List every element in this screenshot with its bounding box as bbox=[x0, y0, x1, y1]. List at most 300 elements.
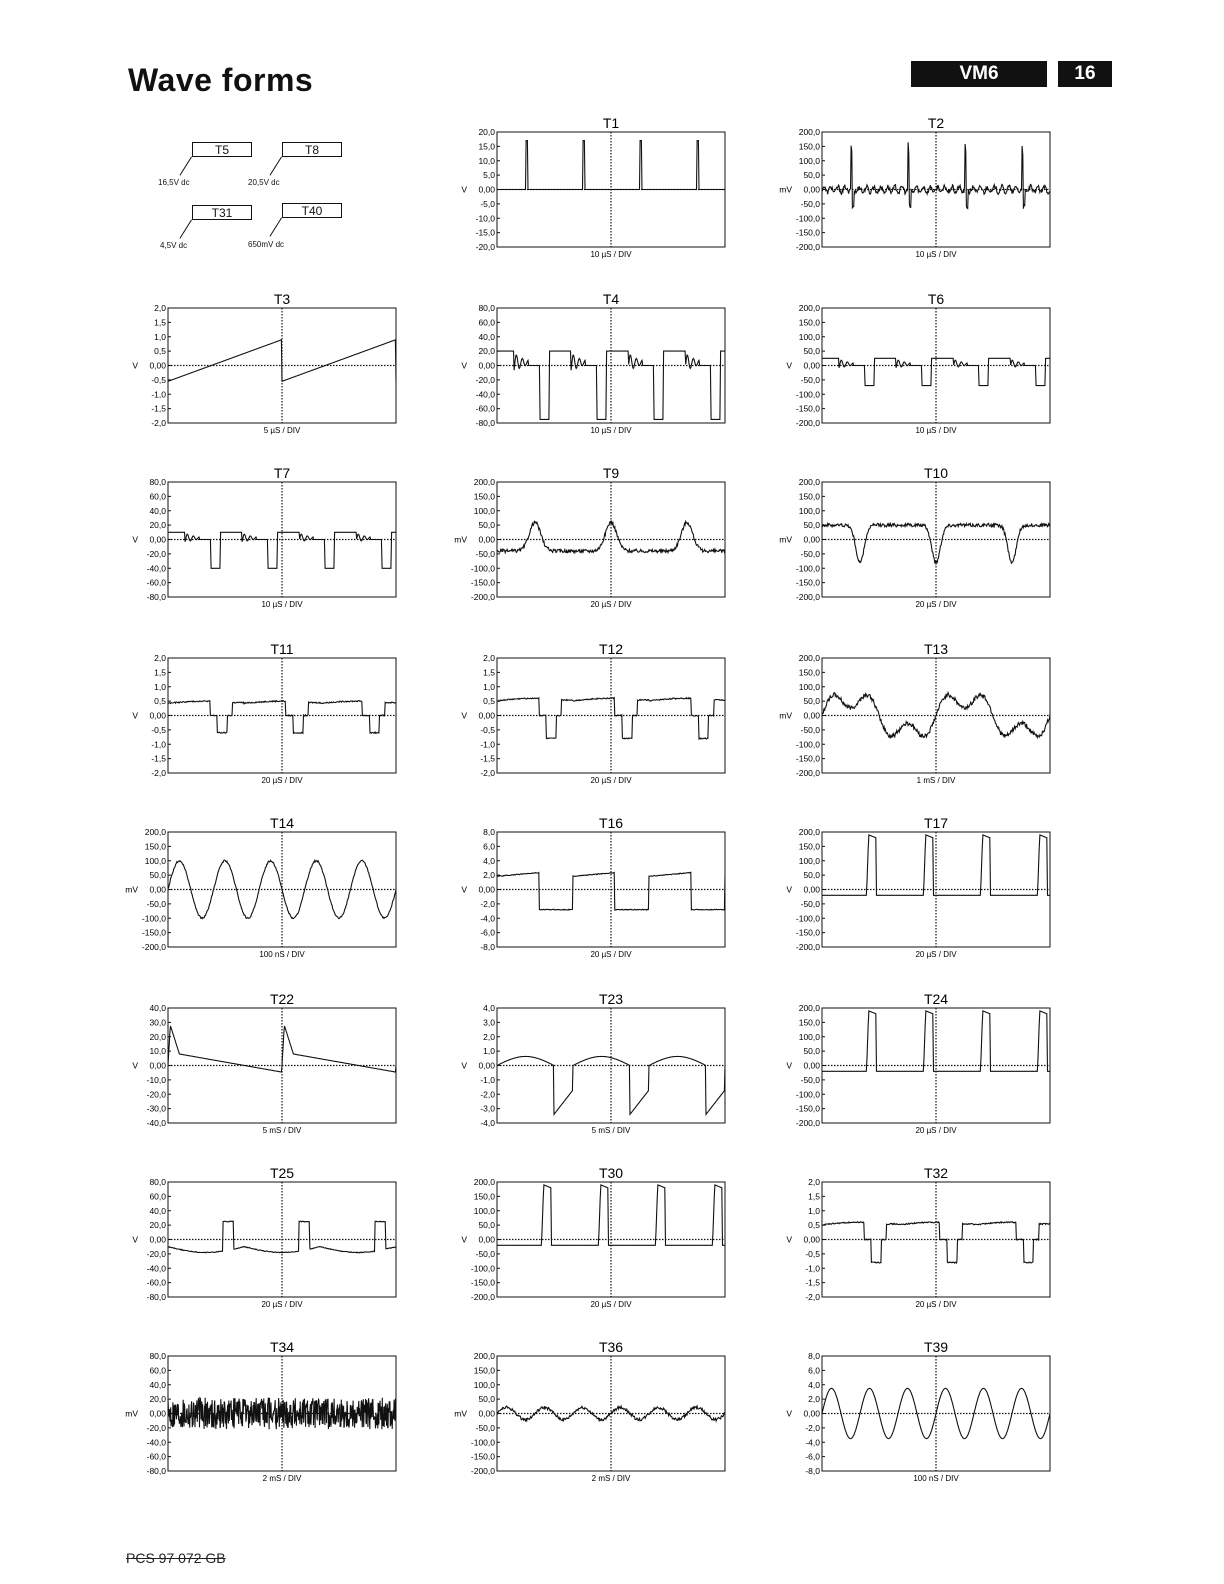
y-tick-label: 10,0 bbox=[149, 1046, 166, 1057]
y-tick-label: 2,0 bbox=[154, 303, 166, 313]
chart-t4 bbox=[461, 291, 725, 435]
legend-label-t5: T5 bbox=[192, 142, 252, 157]
y-tick-label: 0,00 bbox=[478, 184, 495, 195]
page-number-badge: 16 bbox=[1058, 61, 1112, 87]
y-tick-label: 20,0 bbox=[149, 1031, 166, 1042]
y-tick-label: -80,0 bbox=[146, 592, 166, 602]
y-tick-label: 2,0 bbox=[483, 653, 495, 663]
y-tick-label: 1,5 bbox=[483, 667, 495, 678]
chart-title: T25 bbox=[269, 1165, 295, 1181]
y-tick-label: 4,0 bbox=[483, 1003, 495, 1013]
y-tick-label: 0,00 bbox=[478, 534, 495, 545]
y-tick-label: -50,0 bbox=[800, 374, 820, 385]
y-unit-label: mV bbox=[779, 534, 792, 545]
y-tick-label: -20,0 bbox=[146, 1422, 166, 1433]
y-tick-label: 150,0 bbox=[798, 317, 820, 328]
chart-title: T6 bbox=[927, 291, 945, 307]
y-tick-label: 60,0 bbox=[149, 1365, 166, 1376]
y-tick-label: 150,0 bbox=[473, 1191, 495, 1202]
legend-voltage-t31: 4,5V dc bbox=[160, 241, 188, 250]
y-unit-label: mV bbox=[779, 710, 792, 721]
y-tick-label: -6,0 bbox=[805, 1451, 820, 1462]
y-tick-label: -2,0 bbox=[805, 1422, 820, 1433]
y-tick-label: -4,0 bbox=[480, 1118, 495, 1128]
chart-title: T12 bbox=[598, 641, 624, 657]
y-tick-label: 0,00 bbox=[149, 1060, 166, 1071]
chart-title: T36 bbox=[598, 1339, 624, 1355]
y-tick-label: 200,0 bbox=[473, 477, 495, 487]
chart-t23 bbox=[461, 991, 725, 1135]
y-tick-label: -40,0 bbox=[146, 563, 166, 574]
y-tick-label: 0,00 bbox=[803, 360, 820, 371]
y-tick-label: 1,5 bbox=[808, 1191, 820, 1202]
y-tick-label: -200,0 bbox=[795, 242, 820, 252]
legend-label-t8: T8 bbox=[282, 142, 342, 157]
x-axis-label: 20 µS / DIV bbox=[590, 600, 632, 609]
y-tick-label: 10,0 bbox=[478, 155, 495, 166]
y-tick-label: -0,5 bbox=[480, 724, 495, 735]
y-tick-label: 1,5 bbox=[154, 667, 166, 678]
y-tick-label: 150,0 bbox=[798, 667, 820, 678]
chart-t13 bbox=[779, 641, 1050, 785]
y-tick-label: -1,5 bbox=[151, 403, 166, 414]
y-tick-label: 200,0 bbox=[144, 827, 166, 837]
y-tick-label: 0,00 bbox=[803, 534, 820, 545]
y-tick-label: -2,0 bbox=[480, 1089, 495, 1100]
y-tick-label: 50,0 bbox=[803, 346, 820, 357]
chart-title: T4 bbox=[602, 291, 620, 307]
chart-t2 bbox=[779, 115, 1050, 259]
y-tick-label: 50,0 bbox=[149, 870, 166, 881]
waveform-trace bbox=[497, 351, 725, 419]
y-tick-label: 4,0 bbox=[808, 1379, 820, 1390]
chart-title: T7 bbox=[273, 465, 291, 481]
x-axis-label: 2 mS / DIV bbox=[591, 1474, 631, 1483]
y-tick-label: -200,0 bbox=[795, 418, 820, 428]
y-tick-label: -10,0 bbox=[146, 1074, 166, 1085]
page-title: Wave forms bbox=[128, 62, 314, 98]
x-axis-label: 10 µS / DIV bbox=[590, 250, 632, 259]
y-tick-label: -150,0 bbox=[795, 1103, 820, 1114]
y-tick-label: 0,00 bbox=[478, 1060, 495, 1071]
chart-t6 bbox=[786, 291, 1050, 435]
y-tick-label: 100,0 bbox=[473, 505, 495, 516]
chart-t16 bbox=[461, 815, 725, 959]
y-tick-label: -200,0 bbox=[141, 942, 166, 952]
model-badge: VM6 bbox=[911, 61, 1047, 87]
y-tick-label: -80,0 bbox=[146, 1292, 166, 1302]
legend-voltage-t8: 20,5V dc bbox=[248, 178, 280, 187]
y-tick-label: 20,0 bbox=[149, 520, 166, 531]
y-tick-label: 2,0 bbox=[808, 1394, 820, 1405]
y-tick-label: 2,0 bbox=[808, 1177, 820, 1187]
y-tick-label: 0,5 bbox=[808, 1220, 820, 1231]
y-tick-label: 150,0 bbox=[473, 1365, 495, 1376]
y-tick-label: 0,5 bbox=[154, 346, 166, 357]
y-tick-label: 100,0 bbox=[798, 1031, 820, 1042]
chart-title: T1 bbox=[602, 115, 620, 131]
y-tick-label: 6,0 bbox=[483, 841, 495, 852]
chart-title: T2 bbox=[927, 115, 945, 131]
chart-title: T3 bbox=[273, 291, 291, 307]
y-tick-label: -2,0 bbox=[480, 898, 495, 909]
y-tick-label: -2,0 bbox=[151, 768, 166, 778]
y-tick-label: 40,0 bbox=[149, 1003, 166, 1013]
y-unit-label: V bbox=[786, 1234, 792, 1245]
y-tick-label: -2,0 bbox=[805, 1292, 820, 1302]
y-tick-label: 50,0 bbox=[803, 1046, 820, 1057]
chart-t39 bbox=[786, 1339, 1050, 1483]
chart-title: T39 bbox=[923, 1339, 949, 1355]
y-tick-label: 0,00 bbox=[149, 884, 166, 895]
y-tick-label: 0,5 bbox=[154, 696, 166, 707]
y-tick-label: -50,0 bbox=[800, 198, 820, 209]
x-axis-label: 10 µS / DIV bbox=[590, 426, 632, 435]
y-tick-label: 100,0 bbox=[798, 855, 820, 866]
y-tick-label: -100,0 bbox=[795, 213, 820, 224]
y-tick-label: -2,0 bbox=[480, 768, 495, 778]
y-tick-label: 100,0 bbox=[798, 681, 820, 692]
y-tick-label: 100,0 bbox=[473, 1205, 495, 1216]
x-axis-label: 10 µS / DIV bbox=[915, 426, 957, 435]
y-tick-label: -15,0 bbox=[475, 227, 495, 238]
y-unit-label: mV bbox=[125, 1408, 138, 1419]
y-tick-label: -20,0 bbox=[146, 1248, 166, 1259]
chart-t24 bbox=[786, 991, 1050, 1135]
y-tick-label: -100,0 bbox=[470, 563, 495, 574]
y-tick-label: -150,0 bbox=[470, 1451, 495, 1462]
x-axis-label: 20 µS / DIV bbox=[590, 950, 632, 959]
chart-title: T13 bbox=[923, 641, 949, 657]
y-tick-label: 3,0 bbox=[483, 1017, 495, 1028]
y-unit-label: V bbox=[786, 884, 792, 895]
y-tick-label: 200,0 bbox=[798, 303, 820, 313]
y-tick-label: 0,00 bbox=[803, 884, 820, 895]
y-tick-label: 0,00 bbox=[803, 710, 820, 721]
y-tick-label: -20,0 bbox=[146, 1089, 166, 1100]
y-tick-label: 50,0 bbox=[803, 870, 820, 881]
chart-t32 bbox=[786, 1165, 1050, 1309]
y-tick-label: 150,0 bbox=[798, 141, 820, 152]
chart-title: T14 bbox=[269, 815, 295, 831]
y-tick-label: -50,0 bbox=[146, 898, 166, 909]
y-tick-label: 15,0 bbox=[478, 141, 495, 152]
y-tick-label: 150,0 bbox=[798, 1017, 820, 1028]
y-unit-label: mV bbox=[779, 184, 792, 195]
y-unit-label: V bbox=[461, 184, 467, 195]
y-tick-label: 0,00 bbox=[149, 534, 166, 545]
y-tick-label: 200,0 bbox=[473, 1177, 495, 1187]
y-tick-label: -150,0 bbox=[795, 577, 820, 588]
legend-voltage-t40: 650mV dc bbox=[248, 240, 285, 249]
y-tick-label: -200,0 bbox=[795, 768, 820, 778]
y-tick-label: 8,0 bbox=[483, 827, 495, 837]
y-tick-label: 40,0 bbox=[478, 331, 495, 342]
y-unit-label: V bbox=[786, 1408, 792, 1419]
y-tick-label: -40,0 bbox=[146, 1437, 166, 1448]
y-tick-label: -1,0 bbox=[151, 389, 166, 400]
y-tick-label: 60,0 bbox=[478, 317, 495, 328]
chart-title: T30 bbox=[598, 1165, 624, 1181]
y-tick-label: 150,0 bbox=[798, 491, 820, 502]
footer-code: PCS 97 072 GB bbox=[126, 1550, 226, 1566]
x-axis-label: 1 mS / DIV bbox=[916, 776, 956, 785]
y-unit-label: V bbox=[461, 360, 467, 371]
y-tick-label: -20,0 bbox=[475, 374, 495, 385]
y-tick-label: 50,0 bbox=[803, 520, 820, 531]
y-tick-label: 0,00 bbox=[478, 884, 495, 895]
y-tick-label: 0,00 bbox=[149, 1234, 166, 1245]
y-tick-label: 40,0 bbox=[149, 1379, 166, 1390]
y-tick-label: -1,5 bbox=[805, 1277, 820, 1288]
y-unit-label: V bbox=[461, 1060, 467, 1071]
y-tick-label: -60,0 bbox=[146, 577, 166, 588]
y-tick-label: -10,0 bbox=[475, 213, 495, 224]
y-tick-label: -100,0 bbox=[470, 1263, 495, 1274]
y-tick-label: 0,00 bbox=[149, 1408, 166, 1419]
x-axis-label: 20 µS / DIV bbox=[261, 776, 303, 785]
waveform-trace bbox=[168, 532, 396, 568]
y-unit-label: V bbox=[132, 360, 138, 371]
y-tick-label: 200,0 bbox=[798, 653, 820, 663]
chart-title: T22 bbox=[269, 991, 295, 1007]
y-tick-label: 20,0 bbox=[149, 1394, 166, 1405]
y-tick-label: 200,0 bbox=[798, 827, 820, 837]
y-tick-label: 0,00 bbox=[803, 1060, 820, 1071]
y-tick-label: -1,5 bbox=[480, 753, 495, 764]
chart-title: T34 bbox=[269, 1339, 295, 1355]
y-tick-label: 50,0 bbox=[803, 170, 820, 181]
y-tick-label: -20,0 bbox=[475, 242, 495, 252]
y-tick-label: 0,00 bbox=[149, 710, 166, 721]
y-tick-label: 1,0 bbox=[154, 331, 166, 342]
y-tick-label: -100,0 bbox=[141, 913, 166, 924]
chart-t7 bbox=[132, 465, 396, 609]
y-tick-label: 100,0 bbox=[798, 505, 820, 516]
x-axis-label: 100 nS / DIV bbox=[913, 1474, 959, 1483]
y-tick-label: -30,0 bbox=[146, 1103, 166, 1114]
y-tick-label: -1,5 bbox=[151, 753, 166, 764]
y-tick-label: -0,5 bbox=[151, 724, 166, 735]
chart-t1 bbox=[461, 115, 725, 259]
y-tick-label: 0,00 bbox=[478, 1408, 495, 1419]
y-tick-label: -3,0 bbox=[480, 1103, 495, 1114]
y-tick-label: 60,0 bbox=[149, 1191, 166, 1202]
y-tick-label: -1,0 bbox=[151, 739, 166, 750]
y-tick-label: 200,0 bbox=[473, 1351, 495, 1361]
y-tick-label: -150,0 bbox=[470, 1277, 495, 1288]
y-tick-label: 100,0 bbox=[798, 331, 820, 342]
y-tick-label: 50,0 bbox=[803, 696, 820, 707]
legend-voltage-t5: 16,5V dc bbox=[158, 178, 190, 187]
x-axis-label: 5 µS / DIV bbox=[263, 426, 301, 435]
y-tick-label: -2,0 bbox=[151, 418, 166, 428]
y-unit-label: V bbox=[461, 1234, 467, 1245]
x-axis-label: 5 mS / DIV bbox=[591, 1126, 631, 1135]
y-tick-label: 2,0 bbox=[154, 653, 166, 663]
x-axis-label: 20 µS / DIV bbox=[915, 1126, 957, 1135]
y-tick-label: -1,0 bbox=[480, 739, 495, 750]
y-tick-label: -200,0 bbox=[470, 592, 495, 602]
y-tick-label: -150,0 bbox=[141, 927, 166, 938]
y-unit-label: V bbox=[461, 710, 467, 721]
y-tick-label: -6,0 bbox=[480, 927, 495, 938]
y-tick-label: -50,0 bbox=[800, 898, 820, 909]
y-tick-label: 0,00 bbox=[803, 184, 820, 195]
y-tick-label: -20,0 bbox=[146, 548, 166, 559]
y-tick-label: 150,0 bbox=[798, 841, 820, 852]
chart-t14 bbox=[125, 815, 396, 959]
y-tick-label: 1,0 bbox=[154, 681, 166, 692]
y-tick-label: -4,0 bbox=[480, 913, 495, 924]
y-tick-label: 60,0 bbox=[149, 491, 166, 502]
chart-t12 bbox=[461, 641, 725, 785]
chart-title: T24 bbox=[923, 991, 949, 1007]
y-tick-label: -60,0 bbox=[146, 1277, 166, 1288]
y-tick-label: -50,0 bbox=[475, 1248, 495, 1259]
y-tick-label: -100,0 bbox=[795, 563, 820, 574]
chart-title: T23 bbox=[598, 991, 624, 1007]
legend-label-t40: T40 bbox=[282, 203, 342, 218]
y-tick-label: 0,00 bbox=[478, 360, 495, 371]
chart-t30 bbox=[461, 1165, 725, 1309]
y-tick-label: 5,0 bbox=[483, 170, 495, 181]
y-tick-label: -150,0 bbox=[795, 403, 820, 414]
y-tick-label: 150,0 bbox=[144, 841, 166, 852]
y-tick-label: 80,0 bbox=[478, 303, 495, 313]
x-axis-label: 20 µS / DIV bbox=[590, 776, 632, 785]
y-unit-label: mV bbox=[454, 1408, 467, 1419]
y-tick-label: 100,0 bbox=[798, 155, 820, 166]
y-tick-label: 200,0 bbox=[798, 1003, 820, 1013]
y-tick-label: 20,0 bbox=[478, 127, 495, 137]
y-tick-label: -150,0 bbox=[795, 753, 820, 764]
y-tick-label: 8,0 bbox=[808, 1351, 820, 1361]
y-tick-label: -150,0 bbox=[795, 227, 820, 238]
waveform-trace bbox=[168, 340, 396, 381]
y-tick-label: -150,0 bbox=[795, 927, 820, 938]
y-tick-label: 1,5 bbox=[154, 317, 166, 328]
y-unit-label: V bbox=[461, 884, 467, 895]
x-axis-label: 20 µS / DIV bbox=[915, 600, 957, 609]
y-tick-label: -50,0 bbox=[800, 548, 820, 559]
y-unit-label: V bbox=[786, 1060, 792, 1071]
y-tick-label: 0,00 bbox=[803, 1408, 820, 1419]
y-tick-label: 100,0 bbox=[473, 1379, 495, 1390]
y-tick-label: -60,0 bbox=[146, 1451, 166, 1462]
y-tick-label: 2,0 bbox=[483, 870, 495, 881]
y-tick-label: 2,0 bbox=[483, 1031, 495, 1042]
y-tick-label: 200,0 bbox=[798, 127, 820, 137]
y-unit-label: mV bbox=[125, 884, 138, 895]
y-tick-label: 0,00 bbox=[478, 1234, 495, 1245]
y-tick-label: -100,0 bbox=[795, 913, 820, 924]
y-unit-label: V bbox=[132, 1234, 138, 1245]
chart-title: T17 bbox=[923, 815, 949, 831]
y-tick-label: -80,0 bbox=[146, 1466, 166, 1476]
y-tick-label: -1,0 bbox=[805, 1263, 820, 1274]
x-axis-label: 20 µS / DIV bbox=[590, 1300, 632, 1309]
chart-title: T11 bbox=[270, 641, 294, 657]
y-tick-label: -40,0 bbox=[146, 1263, 166, 1274]
y-tick-label: 0,00 bbox=[149, 360, 166, 371]
x-axis-label: 20 µS / DIV bbox=[261, 1300, 303, 1309]
y-tick-label: -0,5 bbox=[151, 374, 166, 385]
y-tick-label: -100,0 bbox=[795, 739, 820, 750]
y-tick-label: -200,0 bbox=[795, 1118, 820, 1128]
y-tick-label: -200,0 bbox=[470, 1466, 495, 1476]
y-tick-label: 150,0 bbox=[473, 491, 495, 502]
chart-t11 bbox=[132, 641, 396, 785]
y-tick-label: -50,0 bbox=[475, 1422, 495, 1433]
chart-title: T16 bbox=[598, 815, 624, 831]
y-tick-label: -50,0 bbox=[475, 548, 495, 559]
chart-t3 bbox=[132, 291, 396, 435]
y-tick-label: -50,0 bbox=[800, 1074, 820, 1085]
x-axis-label: 5 mS / DIV bbox=[262, 1126, 302, 1135]
y-tick-label: 40,0 bbox=[149, 505, 166, 516]
y-tick-label: -60,0 bbox=[475, 403, 495, 414]
y-tick-label: -5,0 bbox=[480, 198, 495, 209]
y-tick-label: -100,0 bbox=[795, 1089, 820, 1100]
y-tick-label: -200,0 bbox=[795, 592, 820, 602]
y-tick-label: -200,0 bbox=[795, 942, 820, 952]
y-tick-label: -8,0 bbox=[480, 942, 495, 952]
y-tick-label: 50,0 bbox=[478, 520, 495, 531]
y-tick-label: 100,0 bbox=[144, 855, 166, 866]
y-tick-label: 0,5 bbox=[483, 696, 495, 707]
y-tick-label: 6,0 bbox=[808, 1365, 820, 1376]
legend-label-t31: T31 bbox=[192, 205, 252, 220]
y-tick-label: 80,0 bbox=[149, 1177, 166, 1187]
y-unit-label: V bbox=[132, 710, 138, 721]
x-axis-label: 10 µS / DIV bbox=[261, 600, 303, 609]
x-axis-label: 2 mS / DIV bbox=[262, 1474, 302, 1483]
y-tick-label: -80,0 bbox=[475, 418, 495, 428]
y-tick-label: 4,0 bbox=[483, 855, 495, 866]
y-unit-label: mV bbox=[454, 534, 467, 545]
chart-t17 bbox=[786, 815, 1050, 959]
chart-t9 bbox=[454, 465, 725, 609]
chart-t25 bbox=[132, 1165, 396, 1309]
y-tick-label: 40,0 bbox=[149, 1205, 166, 1216]
chart-t22 bbox=[132, 991, 396, 1135]
y-tick-label: -100,0 bbox=[470, 1437, 495, 1448]
y-tick-label: 200,0 bbox=[798, 477, 820, 487]
y-tick-label: 1,0 bbox=[808, 1205, 820, 1216]
y-tick-label: -4,0 bbox=[805, 1437, 820, 1448]
y-tick-label: 80,0 bbox=[149, 477, 166, 487]
y-tick-label: 0,00 bbox=[803, 1234, 820, 1245]
x-axis-label: 20 µS / DIV bbox=[915, 1300, 957, 1309]
y-tick-label: -40,0 bbox=[146, 1118, 166, 1128]
y-tick-label: 30,0 bbox=[149, 1017, 166, 1028]
y-tick-label: 50,0 bbox=[478, 1220, 495, 1231]
y-unit-label: V bbox=[132, 1060, 138, 1071]
chart-t34 bbox=[125, 1339, 396, 1483]
y-tick-label: -150,0 bbox=[470, 577, 495, 588]
y-tick-label: 1,0 bbox=[483, 1046, 495, 1057]
y-tick-label: -50,0 bbox=[800, 724, 820, 735]
y-tick-label: -0,5 bbox=[805, 1248, 820, 1259]
y-tick-label: -1,0 bbox=[480, 1074, 495, 1085]
chart-title: T32 bbox=[923, 1165, 949, 1181]
y-tick-label: 50,0 bbox=[478, 1394, 495, 1405]
chart-title: T10 bbox=[923, 465, 949, 481]
y-tick-label: 1,0 bbox=[483, 681, 495, 692]
y-tick-label: -40,0 bbox=[475, 389, 495, 400]
chart-title: T9 bbox=[602, 465, 620, 481]
